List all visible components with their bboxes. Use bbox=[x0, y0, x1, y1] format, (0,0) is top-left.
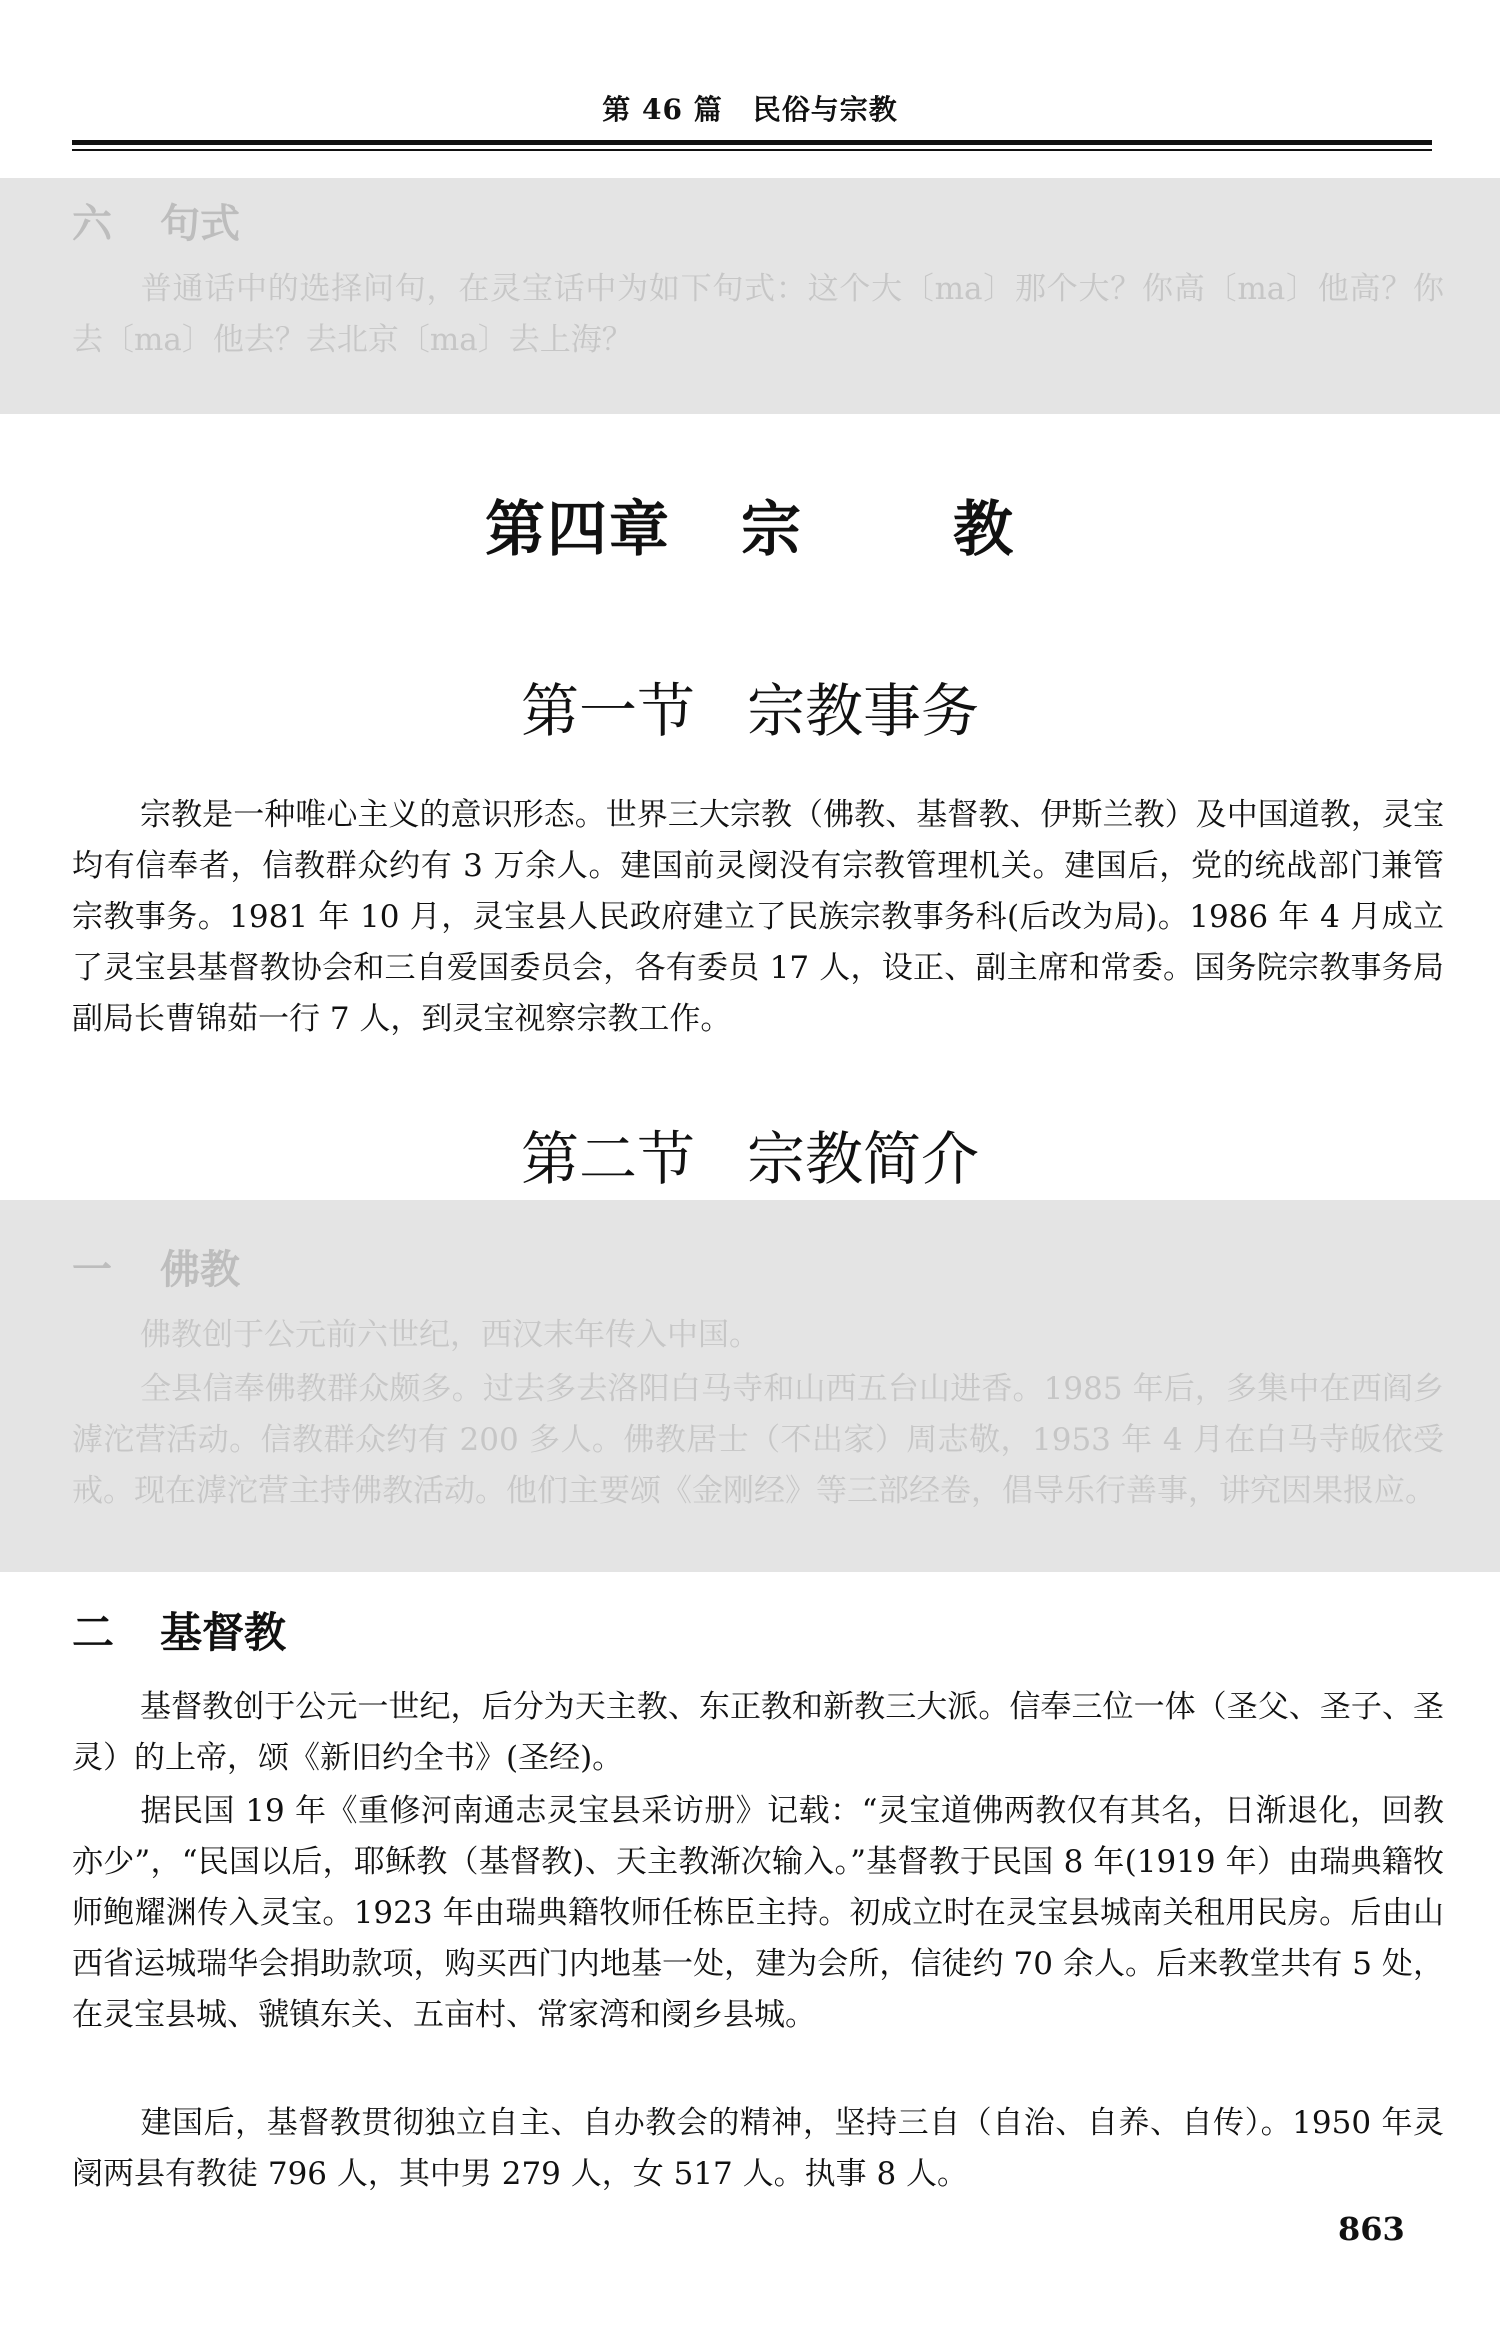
faded-top-heading-text: 句式 bbox=[160, 201, 240, 247]
christianity-heading-text: 基督教 bbox=[160, 1608, 287, 1657]
christianity-text-2: 据民国 19 年《重修河南通志灵宝县采访册》记载：“灵宝道佛两教仅有其名，日渐退化，回教亦少”，“民国以后，耶稣教（基督教)、天主教渐次输入。”基督教于民国 8 年(1919 年）由瑞典籍牧师鲍耀渊传入灵宝。1923 年由瑞典籍牧师任栋臣主持。初成立时在灵宝县城南关租用民房。后由山西省运城瑞华会捐助款项，购买西门内地基一处，建为会所，信徒约 70 余人。后来教堂共有 5 处，在灵宝县城、虢镇东关、五亩村、常家湾和阌乡县城。 bbox=[72, 1793, 1444, 2033]
christianity-paragraph-1 bbox=[72, 1682, 1444, 1784]
faded-buddhism-block bbox=[0, 1200, 1500, 1572]
section-1-label: 第一节 bbox=[520, 677, 695, 745]
header-rule-thin bbox=[72, 149, 1432, 151]
christianity-text-1: 基督教创于公元一世纪，后分为天主教、东正教和新教三大派。信奉三位一体（圣父、圣子、圣灵）的上帝，颂《新旧约全书》(圣经)。 bbox=[72, 1689, 1444, 1776]
chapter-title-2: 教 bbox=[953, 495, 1015, 565]
buddhism-text-2: 全县信奉佛教群众颇多。过去多去洛阳白马寺和山西五台山进香。1985 年后，多集中在西阎乡滹沱营活动。信教群众约有 200 多人。佛教居士（不出家）周志敬，1953 年 4 月在白马寺皈依受戒。现在滹沱营主持佛教活动。他们主要颂《金刚经》等三部经卷，倡导乐行善事，讲究因果报应。 bbox=[72, 1371, 1444, 1509]
section-2-title bbox=[0, 1112, 1500, 1196]
christianity-paragraph-3 bbox=[72, 2098, 1444, 2200]
buddhism-paragraph-2 bbox=[72, 1364, 1444, 1517]
section-1-text: 宗教是一种唯心主义的意识形态。世界三大宗教（佛教、基督教、伊斯兰教）及中国道教，灵宝均有信奉者，信教群众约有 3 万余人。建国前灵阌没有宗教管理机关。建国后，党的统战部门兼管宗教事务。1981 年 10 月，灵宝县人民政府建立了民族宗教事务科(后改为局)。1986 年 4 月成立了灵宝县基督教协会和三自爱国委员会，各有委员 17 人，设正、副主席和常委。国务院宗教事务局副局长曹锦茹一行 7 人，到灵宝视察宗教工作。 bbox=[72, 797, 1444, 1037]
buddhism-heading-text: 佛教 bbox=[160, 1247, 240, 1293]
buddhism-heading bbox=[72, 1238, 240, 1295]
chapter-title-1: 宗 bbox=[741, 495, 803, 565]
running-header bbox=[0, 88, 1500, 128]
chapter-label: 第四章 bbox=[485, 495, 671, 565]
faded-top-text: 普通话中的选择问句，在灵宝话中为如下句式：这个大〔ma〕那个大？你高〔ma〕他高？你去〔ma〕他去？去北京〔ma〕去上海？ bbox=[72, 271, 1444, 358]
running-header-part: 第 46 篇 bbox=[602, 93, 723, 126]
faded-top-number: 六 bbox=[72, 201, 112, 247]
section-1-title bbox=[0, 664, 1500, 748]
buddhism-number: 一 bbox=[72, 1247, 112, 1293]
buddhism-text-1: 佛教创于公元前六世纪，西汉末年传入中国。 bbox=[140, 1317, 760, 1353]
christianity-number: 二 bbox=[72, 1608, 115, 1657]
section-1-paragraph bbox=[72, 790, 1444, 1045]
christianity-paragraph-2 bbox=[72, 1786, 1444, 2041]
running-header-title: 民俗与宗教 bbox=[752, 93, 898, 126]
page-number: 863 bbox=[1338, 2210, 1405, 2248]
christianity-text-3: 建国后，基督教贯彻独立自主、自办教会的精神，坚持三自（自治、自养、自传）。1950 年灵阌两县有教徒 796 人，其中男 279 人，女 517 人。执事 8 人。 bbox=[72, 2105, 1444, 2192]
faded-top-heading bbox=[72, 192, 240, 249]
section-2-heading: 宗教简介 bbox=[747, 1125, 980, 1193]
chapter-title bbox=[0, 482, 1500, 568]
header-rule-thick bbox=[72, 140, 1432, 145]
faded-top-block bbox=[0, 178, 1500, 414]
christianity-heading bbox=[72, 1600, 286, 1660]
section-1-heading: 宗教事务 bbox=[747, 677, 980, 745]
section-2-label: 第二节 bbox=[520, 1125, 695, 1193]
buddhism-paragraph-1 bbox=[72, 1310, 1444, 1361]
faded-top-paragraph bbox=[72, 264, 1444, 366]
